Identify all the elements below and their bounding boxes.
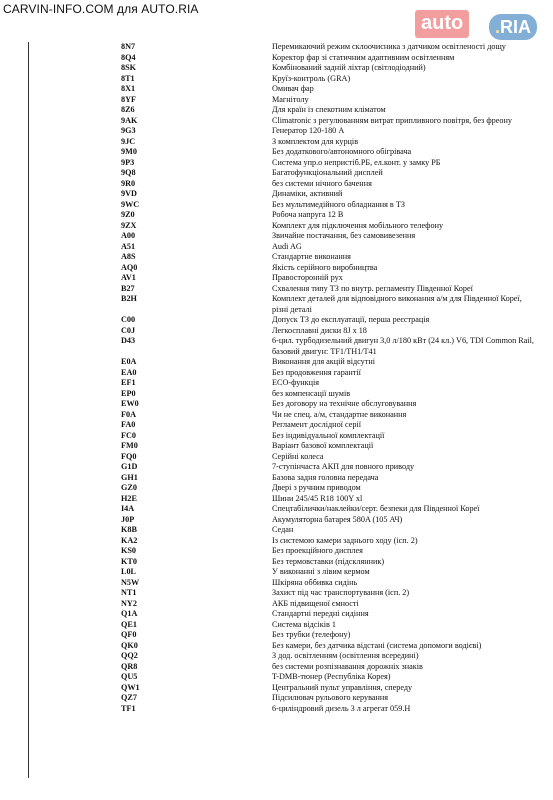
option-description: Шини 245/45 R18 100Y xl	[272, 493, 363, 503]
logo-auto-part: auto	[415, 10, 469, 38]
option-row	[29, 683, 519, 694]
option-description: ECO-функція	[272, 378, 320, 387]
option-description: Двері з ручним приводом	[272, 483, 361, 492]
option-row	[29, 231, 519, 242]
option-description: Без договору на технічне обслуговування	[272, 399, 417, 408]
option-description: Акумуляторна батарея 580A (105 АЧ)	[272, 514, 403, 524]
option-code: B2H	[121, 294, 137, 303]
logo-ria-text: RIA	[500, 17, 532, 37]
option-row	[29, 158, 519, 169]
option-code: EW0	[121, 399, 139, 408]
option-code: B27	[121, 283, 135, 293]
option-description: Без мультимедійного обладнання в ТЗ	[272, 199, 405, 209]
option-code: QK0	[121, 640, 138, 650]
option-row	[29, 63, 519, 74]
option-row	[29, 126, 519, 137]
option-row	[29, 189, 519, 200]
option-description: Серійні колеса	[272, 451, 324, 461]
option-row	[29, 704, 519, 715]
option-description: Шкіряна оббивка сидінь	[272, 577, 358, 587]
option-row	[29, 200, 519, 211]
option-description: Climatronic з регулюванням витрат припливного повітря, без фреону	[272, 115, 512, 125]
option-code: N5W	[121, 577, 140, 587]
option-row	[29, 609, 519, 620]
option-description: Комплект для підключення мобільного телефону	[272, 220, 444, 230]
option-row	[29, 546, 519, 557]
option-code: C00	[121, 315, 136, 324]
option-description: Регламент дослідної серії	[272, 420, 361, 429]
option-row	[29, 137, 519, 148]
option-description: Підсилювач рульового керування	[272, 693, 389, 702]
option-code: 9AK	[121, 115, 138, 125]
option-code: 9WC	[121, 199, 140, 209]
option-code: QE1	[121, 619, 137, 629]
option-row	[29, 557, 519, 568]
option-description: Без термовставки (підсклянник)	[272, 556, 385, 566]
option-row	[29, 42, 519, 53]
option-code: F0A	[121, 409, 137, 419]
option-description: Седан	[272, 525, 294, 534]
option-code: A8S	[121, 252, 136, 261]
option-description: без системи розпізнавання дорожніх знаків	[272, 661, 423, 671]
site-header-label: CARVIN-INFO.COM для AUTO.RIA	[3, 2, 199, 16]
option-code: AV1	[121, 273, 136, 282]
option-row	[29, 399, 519, 410]
option-code: K8B	[121, 525, 137, 534]
option-row	[29, 378, 519, 389]
option-row	[29, 263, 519, 274]
option-row	[29, 536, 519, 547]
option-row	[29, 662, 519, 673]
option-description: Виконання для акцій відсутні	[272, 357, 376, 366]
option-description: Система відсіків 1	[272, 619, 336, 629]
option-code: QU5	[121, 672, 138, 681]
option-row	[29, 357, 519, 368]
option-description: Правосторонній рух	[272, 273, 343, 282]
option-row	[29, 483, 519, 494]
option-description: без компенсації шумів	[272, 388, 351, 398]
option-code: FA0	[121, 420, 136, 429]
option-description: Багатофункціональний дисплей	[272, 168, 383, 177]
option-description: Система упр.о непристіб.РБ, ел.конт. у замку РБ	[272, 157, 441, 167]
option-row	[29, 641, 519, 652]
option-description: Комбінований задній ліхтар (світлодіодний)	[272, 63, 426, 72]
option-description: Базова задня головна передача	[272, 472, 379, 482]
option-code: 9JC	[121, 136, 136, 146]
option-description: У виконанні з лівим кермом	[272, 567, 370, 576]
option-code: QZ7	[121, 693, 137, 702]
option-description: 7-ступінчаста АКП для повного приводу	[272, 462, 415, 471]
option-description: Без проекційного дисплея	[272, 546, 363, 555]
option-code: 8N7	[121, 42, 136, 51]
option-row	[29, 53, 519, 64]
option-row	[29, 84, 519, 95]
option-row	[29, 525, 519, 536]
option-description: Легкосплавні диски 8J x 18	[272, 325, 367, 335]
option-description: Із системою камери заднього ходу (ісп. 2)	[272, 535, 418, 545]
option-code: 9VD	[121, 189, 137, 198]
option-code: 9R0	[121, 178, 136, 188]
option-description: Центральний пульт управління, спереду	[272, 682, 413, 692]
option-description: Варіант базової комплектації	[272, 441, 374, 450]
option-code: C0J	[121, 325, 136, 335]
option-code: A51	[121, 241, 136, 251]
option-row	[29, 693, 519, 704]
option-description: Коректор фар зі статичним адаптивним освітленням	[272, 52, 455, 62]
option-row	[29, 74, 519, 85]
option-code: 8YF	[121, 94, 137, 104]
option-code: AQ0	[121, 262, 138, 272]
option-code: 9G3	[121, 126, 136, 135]
option-description: Динаміки, активний	[272, 189, 343, 198]
option-row	[29, 462, 519, 473]
option-code: NY2	[121, 598, 137, 608]
option-description: Омивач фар	[272, 84, 314, 93]
option-description: 6-циліндровий дизель 3 л агрегат 059.H	[272, 703, 411, 713]
option-code: FQ0	[121, 451, 137, 461]
option-code: Q1A	[121, 609, 138, 618]
option-description: Перемикаючий режим склоочисника з датчиком освітленості дощу	[272, 42, 506, 51]
option-row	[29, 588, 519, 599]
option-code: KT0	[121, 556, 137, 566]
option-description: Комплект деталей для відповідного виконання а/м для Південної Кореї, різні деталі	[272, 294, 522, 314]
option-code: 9Q8	[121, 168, 136, 177]
option-row	[29, 389, 519, 400]
option-row	[29, 504, 519, 515]
option-code: 8SK	[121, 63, 137, 72]
option-code: G1D	[121, 462, 138, 471]
option-code: QF0	[121, 630, 137, 639]
option-description: Чи не спец. а/м, стандартне виконання	[272, 409, 407, 419]
option-description: Без трубки (телефону)	[272, 630, 351, 639]
option-description: Робоча напруга 12 В	[272, 210, 344, 219]
option-row	[29, 284, 519, 295]
option-description: Схвалення типу ТЗ по внутр. регламенту Південної Кореї	[272, 283, 473, 293]
option-row	[29, 326, 519, 337]
option-code: E0A	[121, 357, 137, 366]
option-code: EP0	[121, 388, 136, 398]
option-row	[29, 116, 519, 127]
option-row	[29, 473, 519, 484]
option-code: 8Z6	[121, 105, 135, 114]
option-code: I4A	[121, 504, 135, 513]
option-description: АКБ підвищеної ємності	[272, 598, 359, 608]
option-row	[29, 179, 519, 190]
option-row	[29, 410, 519, 421]
options-table	[28, 42, 534, 778]
option-code: 8X1	[121, 84, 136, 93]
option-code: L0L	[121, 567, 137, 576]
option-code: H2E	[121, 493, 137, 503]
option-code: TF1	[121, 703, 136, 713]
option-row	[29, 336, 534, 357]
option-row	[29, 294, 522, 315]
option-row	[29, 147, 519, 158]
option-description: Без додаткового/автономного обігрівача	[272, 147, 412, 156]
option-row	[29, 252, 519, 263]
option-description: 6-цил. турбодизельний двигун 3,0 л/180 кВт (24 кл.) V6, TDI Common Rail, базовий двигун: TF1/TH1/T41	[272, 336, 534, 356]
option-row	[29, 315, 519, 326]
logo-dot: .	[495, 17, 501, 37]
option-code: 8T1	[121, 73, 135, 83]
option-code: FM0	[121, 441, 138, 450]
option-description: Допуск ТЗ до експлуатації, перша реєстрація	[272, 315, 430, 324]
option-description: Audi AG	[272, 241, 302, 251]
option-row	[29, 567, 519, 578]
option-row	[29, 420, 519, 431]
option-row	[29, 368, 519, 379]
option-row	[29, 494, 519, 505]
option-code: 8Q4	[121, 52, 136, 62]
option-row	[29, 651, 519, 662]
option-row	[29, 105, 519, 116]
option-row	[29, 441, 519, 452]
option-row	[29, 578, 519, 589]
option-row	[29, 620, 519, 631]
option-description: Без продовження гарантії	[272, 367, 361, 377]
option-description: Для країн із спекотним кліматом	[272, 105, 386, 114]
option-description: Магнітолу	[272, 94, 309, 104]
option-code: 9ZX	[121, 220, 137, 230]
option-description: Спецтабілички/наклейки/серт. безпеки для Південної Кореї	[272, 504, 480, 513]
option-row	[29, 242, 519, 253]
option-row	[29, 630, 519, 641]
option-code: KS0	[121, 546, 137, 555]
option-code: NT1	[121, 588, 137, 597]
option-description: Генератор 120-180 A	[272, 126, 345, 135]
option-code: GZ0	[121, 483, 137, 492]
option-code: D43	[121, 336, 136, 345]
option-description: Захист під час транспортування (ісп. 2)	[272, 588, 410, 597]
option-row	[29, 221, 519, 232]
option-description: Без камери, без датчика відстані (система допомоги водієві)	[272, 640, 482, 650]
option-description: З дод. освітленням (освітлення всередині)	[272, 651, 419, 660]
option-code: QW1	[121, 682, 140, 692]
option-description: T-DMB-тюнер (Республіка Корея)	[272, 672, 391, 681]
option-code: 9P3	[121, 157, 135, 167]
option-row	[29, 95, 519, 106]
option-code: QQ2	[121, 651, 138, 660]
option-description: Без індивідуальної комплектації	[272, 430, 385, 440]
option-code: EF1	[121, 378, 136, 387]
option-row	[29, 168, 519, 179]
option-code: GH1	[121, 472, 138, 482]
option-code: EA0	[121, 367, 137, 377]
option-code: FC0	[121, 430, 137, 440]
option-code: J0P	[121, 514, 135, 524]
option-description: без системи нічного бачення	[272, 178, 372, 188]
option-description: Стандартне виконання	[272, 252, 351, 261]
logo-ria-part	[489, 14, 537, 40]
option-description: Звичайне постачання, без самовивезення	[272, 231, 416, 240]
option-row	[29, 210, 519, 221]
option-code: A00	[121, 231, 136, 240]
option-description: Якість серійного виробництва	[272, 262, 378, 272]
option-code: QR8	[121, 661, 138, 671]
option-row	[29, 273, 519, 284]
option-code: KA2	[121, 535, 138, 545]
option-code: 9M0	[121, 147, 137, 156]
option-row	[29, 452, 519, 463]
option-description: З комплектом для курців	[272, 136, 359, 146]
option-code: 9Z0	[121, 210, 135, 219]
option-description: Стандартні передні сидіння	[272, 609, 369, 618]
option-row	[29, 672, 519, 683]
option-row	[29, 515, 519, 526]
auto-ria-logo	[415, 10, 540, 44]
option-row	[29, 431, 519, 442]
option-row	[29, 599, 519, 610]
option-description: Круїз-контроль (GRA)	[272, 73, 351, 83]
